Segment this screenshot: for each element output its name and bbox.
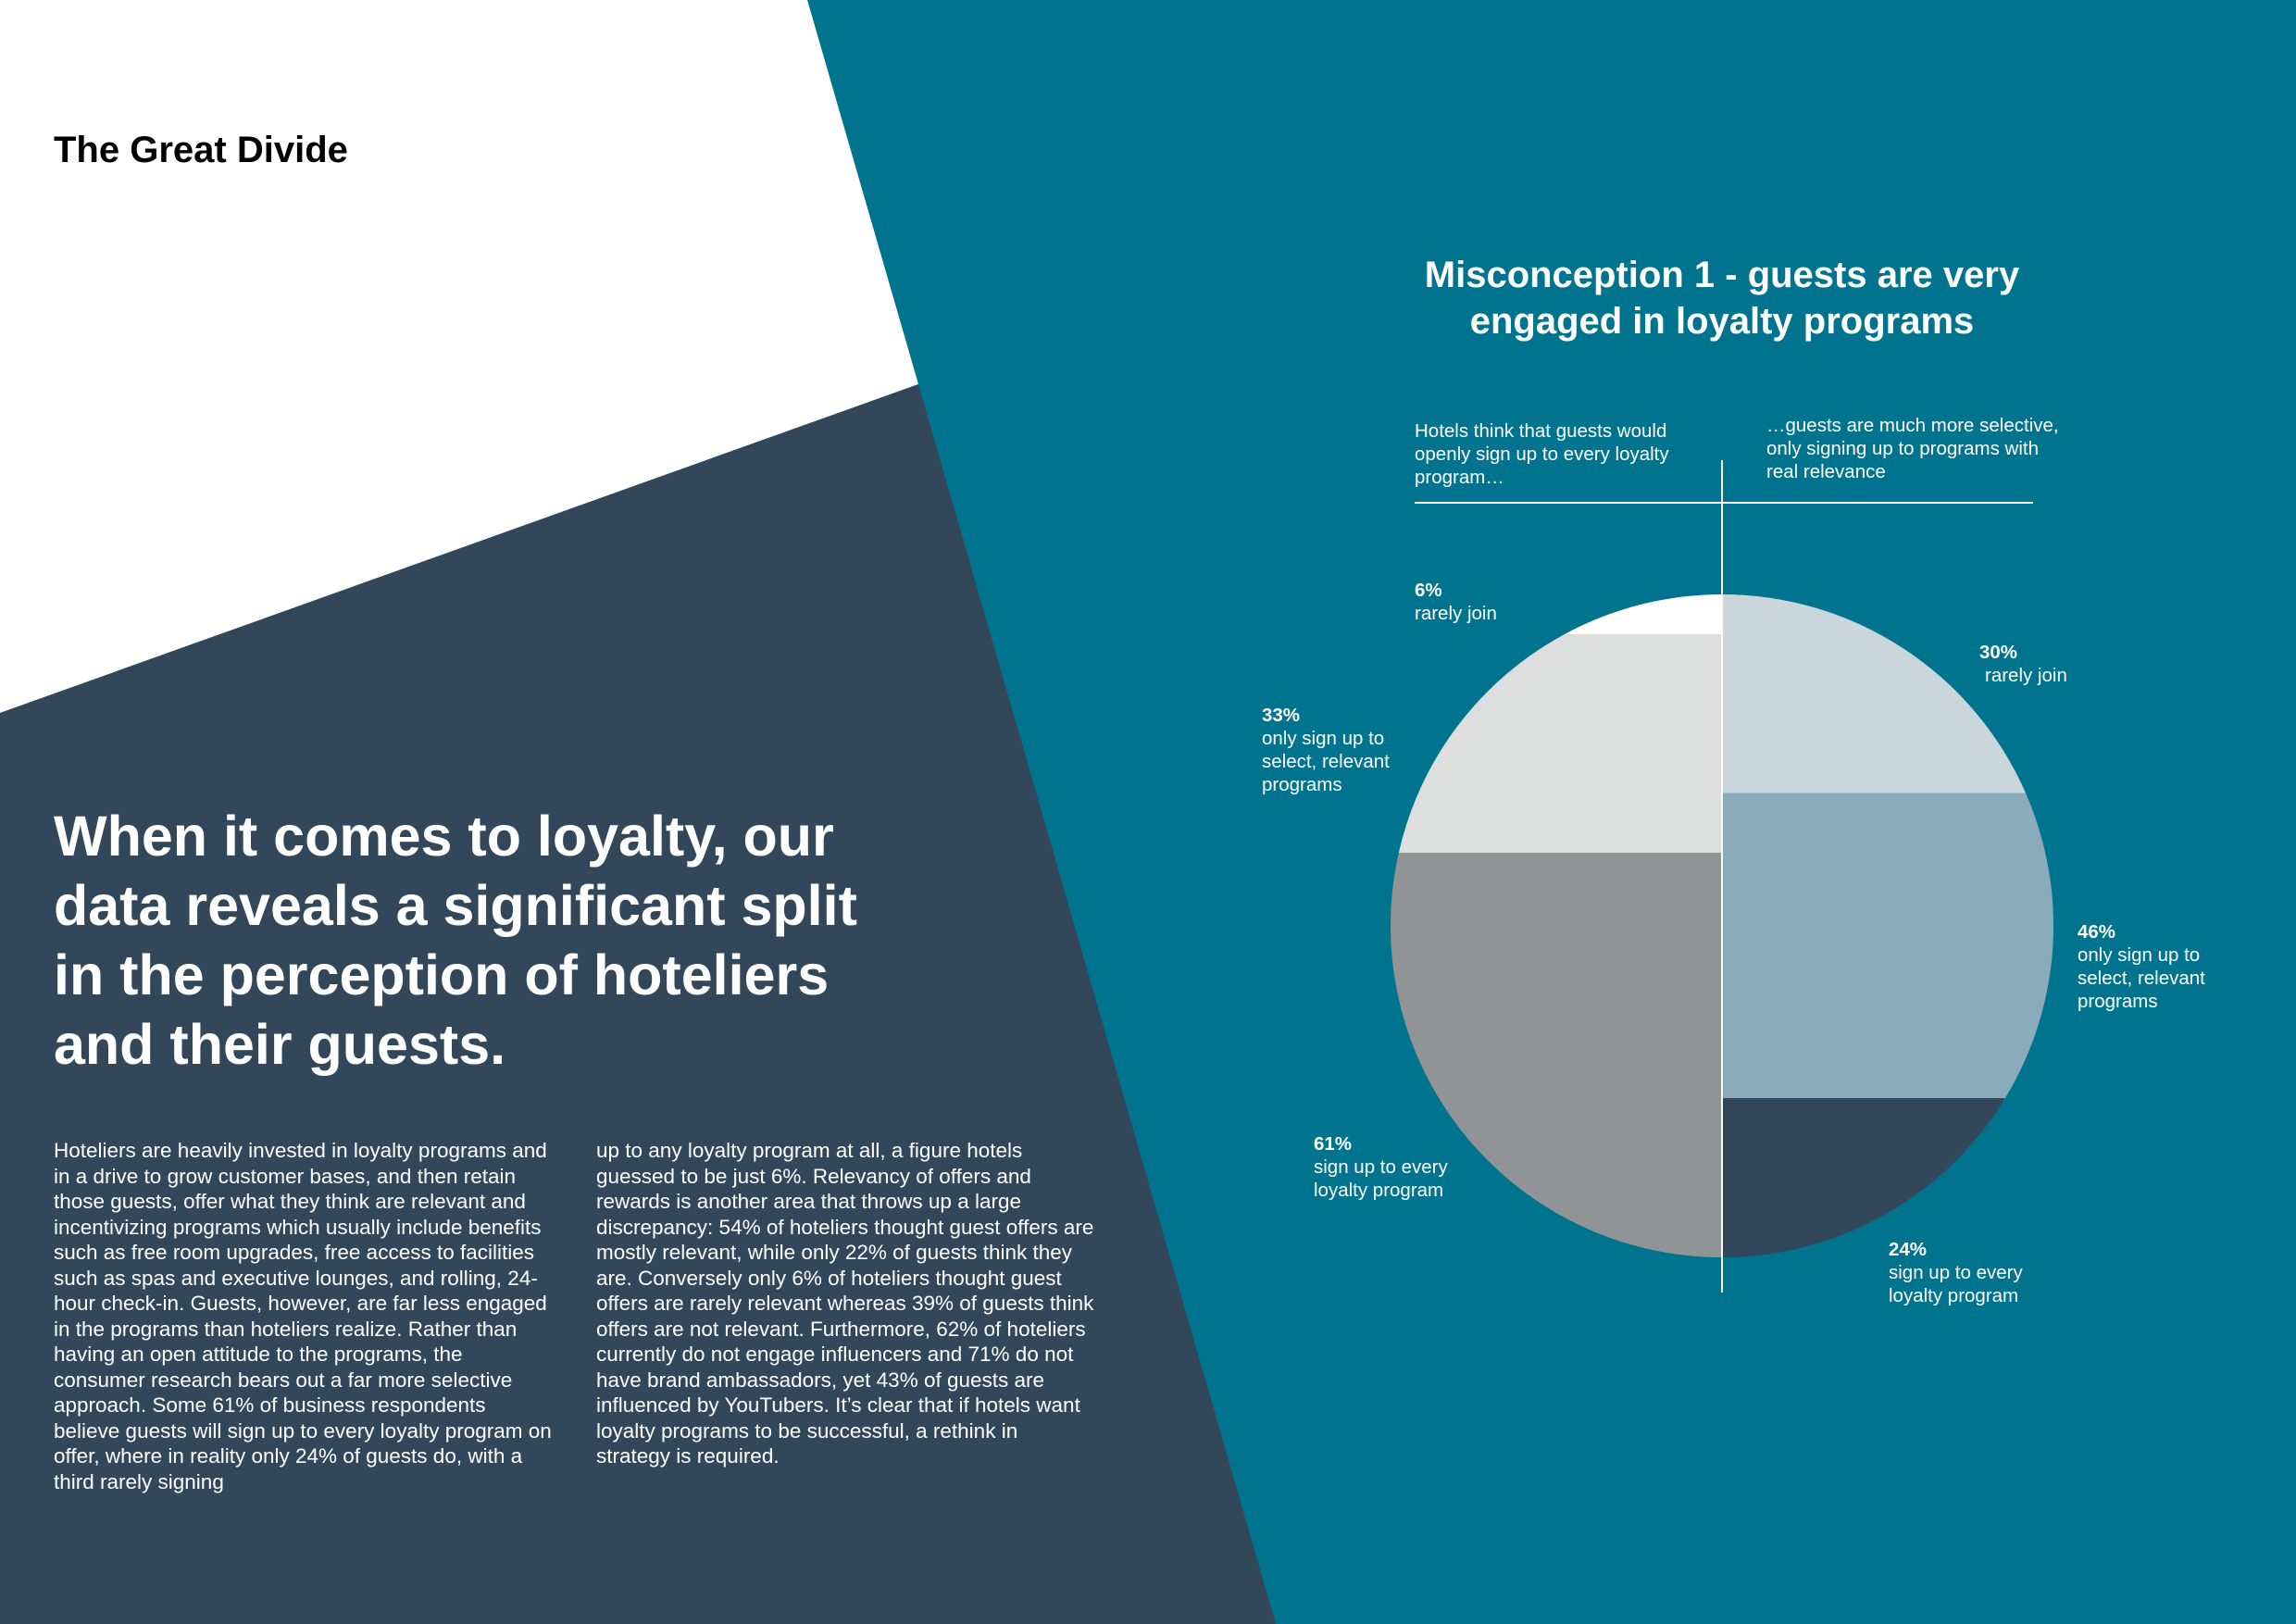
chart-heading-guests: …guests are much more selective, only signing up to programs with real relevance — [1766, 415, 2059, 482]
label-text: only sign up to select, relevant programs — [1262, 728, 1390, 795]
label-guests-rarely-join — [1979, 641, 2067, 687]
label-pct: 33% — [1262, 705, 1301, 726]
headline: When it comes to loyalty, our data reveals a significant split in the perception of hoteliers and their guests. — [54, 805, 857, 1076]
section-title: The Great Divide — [54, 130, 348, 170]
label-guests-every-program — [1889, 1238, 2055, 1307]
label-text: only sign up to select, relevant programs — [2078, 944, 2205, 1012]
body-text-column-2: up to any loyalty program at all, a figure hotels guessed to be just 6%. Relevancy of offers and rewards is another area that throws up a large discrepancy: 54% of hoteliers thought guest offers are mostly relevant, while only 22% of guests think they are. Conversely only 6% of hoteliers thought guest offers are rarely relevant whereas 39% of guests think offers are not relevant. Furthermore, 62% of hoteliers currently do not engage influencers and 71% do not have brand ambassadors, yet 43% of guests are influenced by YouTubers. It’s clear that if hotels want loyalty programs to be successful, a rethink in strategy is required. — [596, 1139, 1094, 1468]
label-text: sign up to every loyalty program — [1889, 1262, 2023, 1306]
label-pct: 24% — [1889, 1239, 1928, 1260]
label-text: sign up to every loyalty program — [1314, 1156, 1448, 1201]
label-pct: 61% — [1314, 1133, 1353, 1155]
label-pct: 46% — [2078, 921, 2116, 943]
chart-heading-hoteliers: Hotels think that guests would openly sign up to every loyalty program… — [1415, 420, 1669, 488]
chart-title: Misconception 1 - guests are very engaged in loyalty programs — [1424, 255, 2020, 342]
label-hoteliers-every-program — [1314, 1132, 1480, 1202]
label-guests-select-programs — [2078, 920, 2235, 1013]
label-text: rarely join — [1415, 603, 1497, 624]
label-pct: 30% — [1979, 642, 2018, 663]
label-text: rarely join — [1985, 665, 2067, 686]
pie-slice-hotel-select — [1399, 634, 1722, 853]
pie-slice-guest-every — [1722, 1098, 2005, 1257]
pie-slice-hotel-rare — [1565, 594, 1722, 634]
pie-slice-guest-rare — [1722, 594, 2026, 793]
label-hoteliers-select-programs — [1262, 704, 1410, 796]
pie-slice-guest-select — [1722, 793, 2053, 1098]
label-pct: 6% — [1415, 580, 1442, 601]
label-hoteliers-rarely-join — [1415, 579, 1497, 625]
body-text-column-1: Hoteliers are heavily invested in loyalty programs and in a drive to grow customer bases, and then retain those guests, offer what they think are relevant and incentivizing programs which usually include benefits such as free room upgrades, free access to facilities such as spas and executive lounges, and rolling, 24-hour check-in. Guests, however, are far less engaged in the programs than hoteliers realize. Rather than having an open attitude to the programs, the consumer research bears out a far more selective approach. Some 61% of business respondents believe guests will sign up to every loyalty program on offer, where in reality only 24% of guests do, with a third rarely signing — [54, 1139, 552, 1493]
